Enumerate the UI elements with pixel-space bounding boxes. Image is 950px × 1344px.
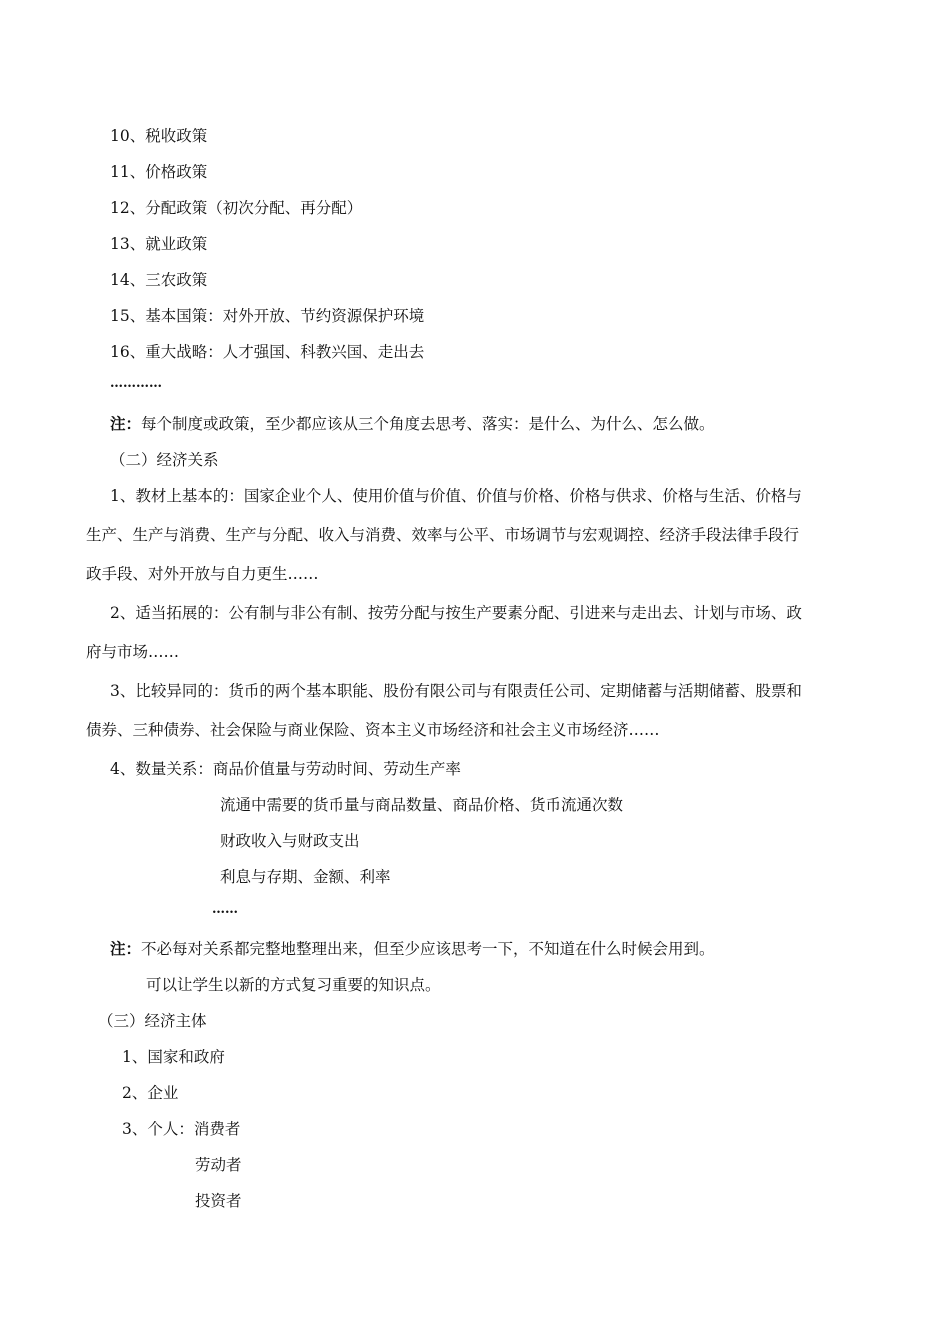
- list-subitem: 投资者: [195, 1192, 242, 1210]
- policy-item: 15、基本国策：对外开放、节约资源保护环境: [110, 307, 425, 325]
- policy-item: 10、税收政策: [110, 127, 208, 145]
- section-heading: （二）经济关系: [110, 451, 219, 469]
- section-heading: （三）经济主体: [98, 1012, 207, 1030]
- note-label: 注：: [110, 939, 142, 958]
- note-label: 注：: [110, 414, 142, 433]
- paragraph-line: 3、比较异同的：货币的两个基本职能、股份有限公司与有限责任公司、定期储蓄与活期储蓄、股票和: [110, 682, 802, 700]
- list-subitem: 流通中需要的货币量与商品数量、商品价格、货币流通次数: [220, 796, 624, 814]
- list-ellipsis: ……: [212, 902, 238, 917]
- policy-item: 14、三农政策: [110, 271, 208, 289]
- list-item: 2、企业: [122, 1084, 179, 1102]
- list-subitem: 利息与存期、金额、利率: [220, 868, 391, 886]
- paragraph-line: 政手段、对外开放与自力更生……: [86, 565, 319, 583]
- paragraph-line: 2、适当拓展的：公有制与非公有制、按劳分配与按生产要素分配、引进来与走出去、计划与市场、政: [110, 604, 802, 622]
- list-item: 1、国家和政府: [122, 1048, 225, 1066]
- note-text: 每个制度或政策，至少都应该从三个角度去思考、落实：是什么、为什么、怎么做。: [141, 415, 715, 433]
- note-text-continued: 可以让学生以新的方式复习重要的知识点。: [146, 976, 441, 994]
- paragraph-line: 债券、三种债券、社会保险与商业保险、资本主义市场经济和社会主义市场经济……: [86, 721, 660, 739]
- policy-item: 11、价格政策: [110, 163, 208, 181]
- policy-item: 13、就业政策: [110, 235, 208, 253]
- list-subitem: 劳动者: [195, 1156, 242, 1174]
- list-item: 4、数量关系：商品价值量与劳动时间、劳动生产率: [110, 760, 461, 778]
- paragraph-line: 府与市场……: [86, 643, 180, 661]
- note-text: 不必每对关系都完整地整理出来，但至少应该思考一下，不知道在什么时候会用到。: [141, 940, 715, 958]
- policy-item: 12、分配政策（初次分配、再分配）: [110, 199, 363, 217]
- note-1: [110, 414, 715, 434]
- paragraph-line: 生产、生产与消费、生产与分配、收入与消费、效率与公平、市场调节与宏观调控、经济手段法律手段行: [86, 526, 800, 544]
- note-2: [110, 939, 715, 959]
- policy-item: 16、重大战略：人才强国、科教兴国、走出去: [110, 343, 425, 361]
- list-subitem: 财政收入与财政支出: [220, 832, 360, 850]
- list-item: 3、个人：消费者: [122, 1120, 241, 1138]
- policies-ellipsis: …………: [110, 376, 162, 391]
- paragraph-line: 1、教材上基本的：国家企业个人、使用价值与价值、价值与价格、价格与供求、价格与生活、价格与: [110, 487, 802, 505]
